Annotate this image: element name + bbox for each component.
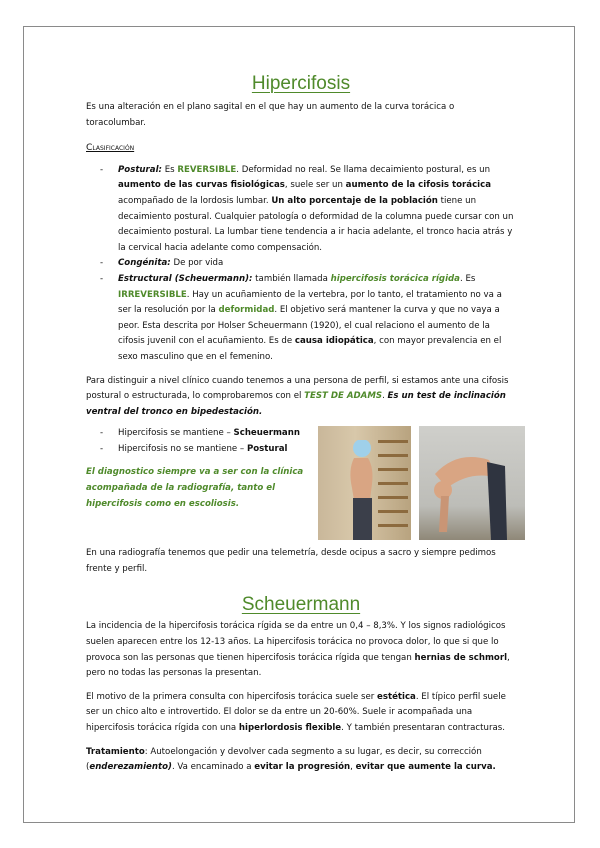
adams-row [86, 426, 516, 540]
list-item-postural-result: - Hipercifosis no se mantiene – Postural [100, 443, 288, 454]
adams-paragraph: Para distinguir a nivel clínico cuando tenemos a una persona de perfil, si estamos ante una cifosis postural o estructurada, lo comprobaremos con el TEST DE ADAMS. Es un test de inclinación ventral del tronco en bipedestación. [86, 375, 509, 417]
list-item-congenita: - Congénita: De por vida [100, 258, 224, 269]
scheuermann-paragraph-1: La incidencia de la hipercifosis torácica rígida se da entre un 0,4 – 8,3%. Y los signos radiológicos suelen aparecen entre los 12-13 años. La hipercifosis torácica no provoca dolor, lo que si que lo provoca son las personas que tienen hipercifosis torácica rígida que tengan hernias de schmorl, pero no todas las personas la presentan. [86, 621, 510, 679]
scheuermann-paragraph-2: El motivo de la primera consulta con hipercifosis torácica suele ser estética. El típico perfil suele ser un chico alto e introvertido. El dolor se da entre un 20-60%. Suele ir acompañada una hipercifosis torácica rígida con una hiperlordosis flexible. Y también presentaran contracturas. [86, 691, 506, 734]
intro-paragraph: Es una alteración en el plano sagital en el que hay un aumento de la curva torácica o toracolumbar. [86, 102, 455, 128]
clasificacion-list [86, 163, 516, 366]
scheuermann-title: Scheuermann [241, 594, 361, 616]
adams-list [86, 426, 316, 457]
tratamiento-paragraph: Tratamiento: Autoelongación y devolver cada segmento a su lugar, es decir, su corrección (enderezamiento). Va encaminado a evitar la progresión, evitar que aumente la curva. [86, 746, 496, 773]
list-item-postural: - Postural: Es REVERSIBLE. Deformidad no real. Se llama decaimiento postural, es un aumento de las curvas fisiológicas, suele ser un aumento de la cifosis torácica acompañado de la lordosis lumbar. Un alto porcentaje de la población tiene un decaimiento postural. Cualquier patología o deformidad de la columna puede cursar con un decaimiento postural. La lumbar tiene tendencia a ir hacia adelante, el tronco hacia atrás y la cervical hacia adelante como compensación. [100, 164, 514, 253]
list-item-estructural: - Estructural (Scheuermann): también llamada hipercifosis torácica rígida. Es IRREVERSIBLE. Hay un acuñamiento de la vertebra, por lo tanto, el tratamiento no va a ser la resolución por la deformidad. El objetivo será mantener la curva y que no vaya a peor. Esta descrita por Holser Scheuermann (1920), el cual relaciono el aumento de la cifosis juvenil con el acuñamiento. Es de causa idiopática, con mayor prevalencia en el sexo masculino que en el femenino. [100, 273, 502, 362]
radiografia-paragraph: En una radiografía tenemos que pedir una telemetría, desde ocipus a sacro y siempre pedimos frente y perfil. [86, 548, 496, 574]
clasificacion-heading: Clasificación [86, 142, 135, 154]
standing-patient-photo [318, 426, 411, 540]
bending-patient-photo [419, 426, 525, 540]
page-title: Hipercifosis [251, 73, 351, 94]
list-item-scheuermann: - Hipercifosis se mantiene – Scheuermann [100, 428, 300, 439]
bending-figure-icon [427, 440, 519, 540]
standing-figure-icon [342, 440, 380, 540]
document-content [86, 70, 516, 776]
diagnostico-note: El diagnostico siempre va a ser con la clínica acompañada de la radiografía, tanto el hipercifosis como en escoliosis. [86, 467, 304, 509]
